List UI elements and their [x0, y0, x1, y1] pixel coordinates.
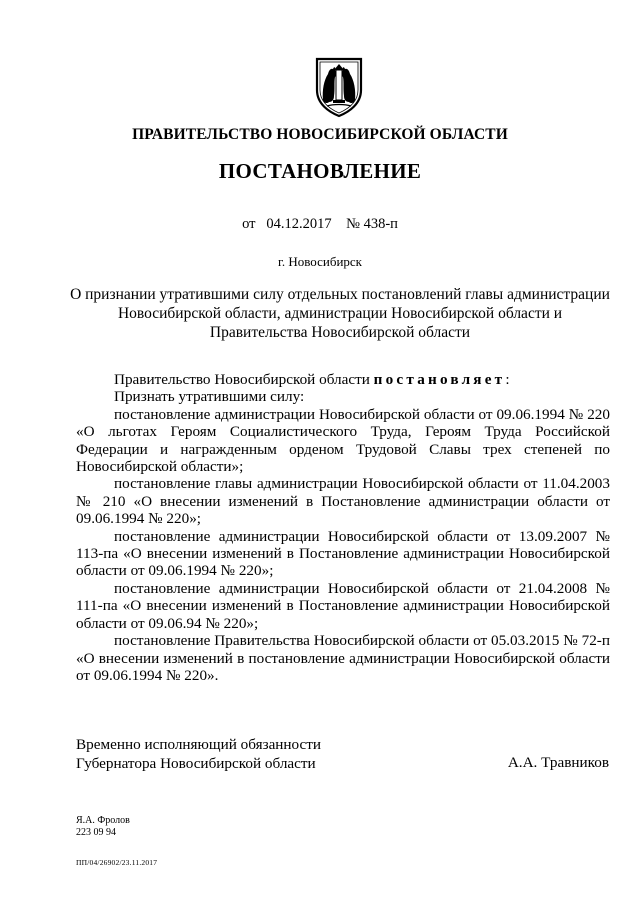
document-body [76, 371, 610, 684]
document-date: 04.12.2017 [266, 216, 332, 232]
signatory-position-line2: Губернатора Новосибирской области [76, 755, 316, 772]
signatory-name: А.А. Травников [507, 754, 609, 771]
executor-name: Я.А. Фролов [76, 815, 130, 826]
list-item: постановление администрации Новосибирской области от 09.06.1994 № 220 «О льготах Героям Социалистического Труда, Героям Труда Российской Федерации и награжденным орденом Трудовой Славы трех степеней по Новосибирской области»; [76, 405, 610, 476]
signatory-position-line1: Временно исполняющий обязанности [76, 736, 322, 753]
document-number: № 438-п [346, 216, 398, 232]
intro-paragraph: Признать утратившими силу: [114, 388, 305, 406]
list-item: постановление Правительства Новосибирской области от 05.03.2015 № 72-п «О внесении изменений в постановление администрации Новосибирской области от 09.06.1994 № 220». [76, 632, 610, 684]
signatory-position [76, 735, 321, 773]
registration-code: ПП/04/26902/23.11.2017 [76, 858, 158, 867]
executor-phone: 223 09 94 [76, 827, 116, 838]
novosibirsk-oblast-coat-of-arms-icon [313, 56, 365, 118]
decree-colon: : [505, 371, 510, 388]
organization-title: ПРАВИТЕЛЬСТВО НОВОСИБИРСКОЙ ОБЛАСТИ [132, 126, 508, 143]
document-subject: О признании утратившими силу отдельных постановлений главы администрации Новосибирской области, администрации Новосибирской области и Правительства Новосибирской области [70, 286, 610, 341]
executor-block [76, 815, 130, 839]
preamble-text: Правительство Новосибирской области [114, 371, 370, 388]
list-item: постановление главы администрации Новосибирской области от 11.04.2003 № 210 «О внесении изменений в Постановление администрации области от 09.06.1994 № 220»; [76, 475, 610, 528]
date-prefix: от [242, 216, 256, 232]
city: г. Новосибирск [277, 254, 362, 269]
list-item: постановление администрации Новосибирской области от 21.04.2008 № 111-па «О внесении изменений в Постановление администрации Новосибирской области от 09.06.94 № 220»; [76, 579, 610, 632]
document-type: ПОСТАНОВЛЕНИЕ [218, 159, 422, 183]
preamble-paragraph [76, 371, 610, 388]
date-number-line [0, 216, 640, 233]
list-item: постановление администрации Новосибирской области от 13.09.2007 № 113-па «О внесении изменений в Постановление администрации Новосибирской области от 09.06.1994 № 220»; [76, 527, 610, 580]
decree-word: постановляет [373, 371, 506, 388]
